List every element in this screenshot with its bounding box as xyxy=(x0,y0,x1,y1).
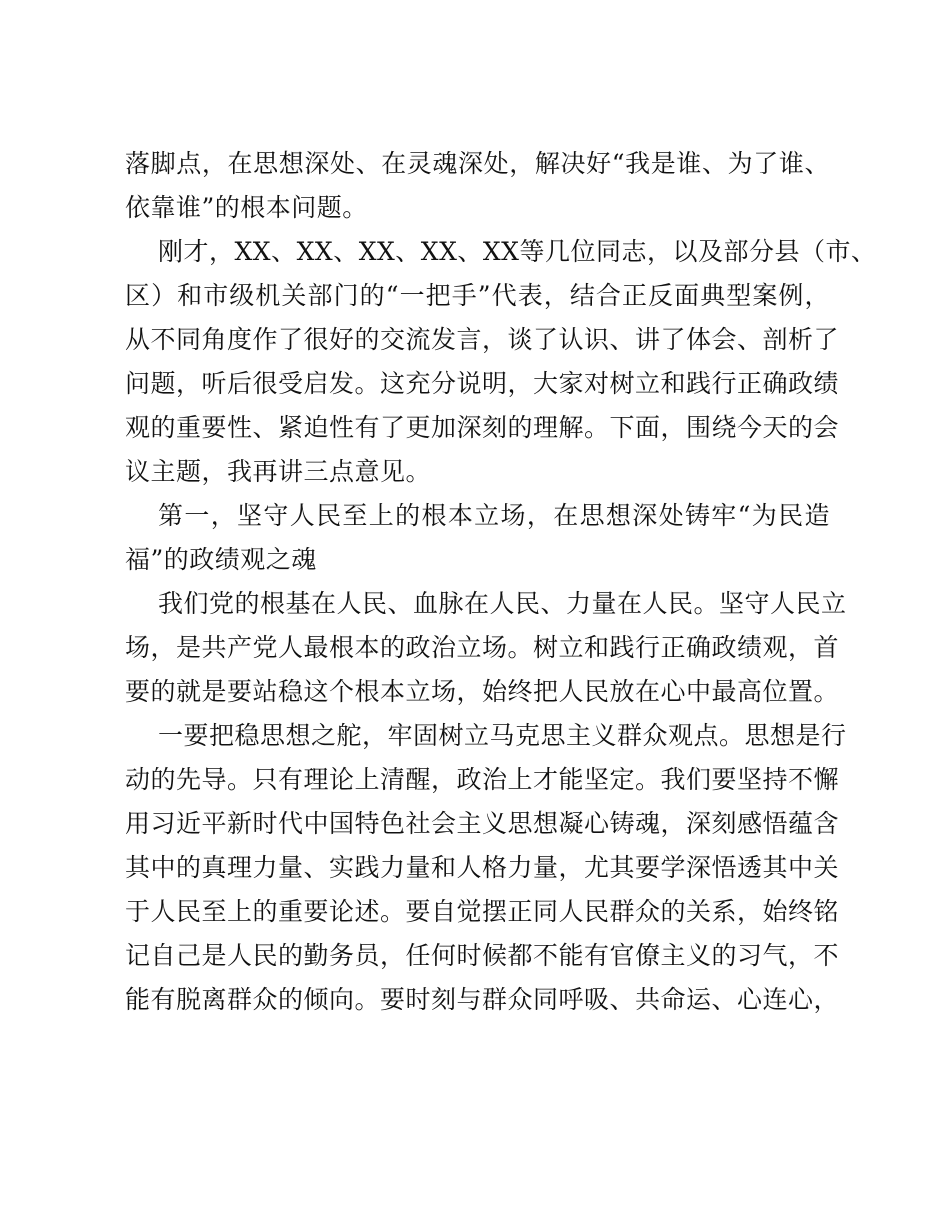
text-line: 区）和市级机关部门的“一把手”代表，结合正反面典型案例， xyxy=(125,281,830,310)
text-line: 议主题，我再讲三点意见。 xyxy=(125,457,432,486)
text-line: 于人民至上的重要论述。要自觉摆正同人民群众的关系，始终铭 xyxy=(125,897,840,926)
text-line: 要的就是要站稳这个根本立场，始终把人民放在心中最高位置。 xyxy=(125,677,840,706)
text-line: 场，是共产党人最根本的政治立场。树立和践行正确政绩观，首 xyxy=(125,633,840,662)
text-line: 观的重要性、紧迫性有了更加深刻的理解。下面，围绕今天的会 xyxy=(125,413,840,442)
text-line: 能有脱离群众的倾向。要时刻与群众同呼吸、共命运、心连心， xyxy=(125,985,840,1014)
text-line: 记自己是人民的勤务员，任何时候都不能有官僚主义的习气，不 xyxy=(125,941,840,970)
text-line: 我们党的根基在人民、血脉在人民、力量在人民。坚守人民立 xyxy=(158,589,847,618)
text-line: 其中的真理力量、实践力量和人格力量，尤其要学深悟透其中关 xyxy=(125,853,840,882)
text-line: 落脚点，在思想深处、在灵魂深处，解决好“我是谁、为了谁、 xyxy=(125,149,830,178)
text-line: 问题，听后很受启发。这充分说明，大家对树立和践行正确政绩 xyxy=(125,369,840,398)
text-line: 用习近平新时代中国特色社会主义思想凝心铸魂，深刻感悟蕴含 xyxy=(125,809,840,838)
section-heading-line: 第一，坚守人民至上的根本立场，在思想深处铸牢“为民造 xyxy=(158,501,830,530)
body-text xyxy=(125,142,877,1022)
text-line: 动的先导。只有理论上清醒，政治上才能坚定。我们要坚持不懈 xyxy=(125,765,840,794)
section-heading-line: 福”的政绩观之魂 xyxy=(125,545,317,574)
text-line: 一要把稳思想之舵，牢固树立马克思主义群众观点。思想是行 xyxy=(158,721,847,750)
text-line: 依靠谁”的根本问题。 xyxy=(125,193,368,222)
text-line: 从不同角度作了很好的交流发言，谈了认识、讲了体会、剖析了 xyxy=(125,325,840,354)
text-line: 刚才，XX、XX、XX、XX、XX等几位同志，以及部分县（市、 xyxy=(158,237,877,266)
